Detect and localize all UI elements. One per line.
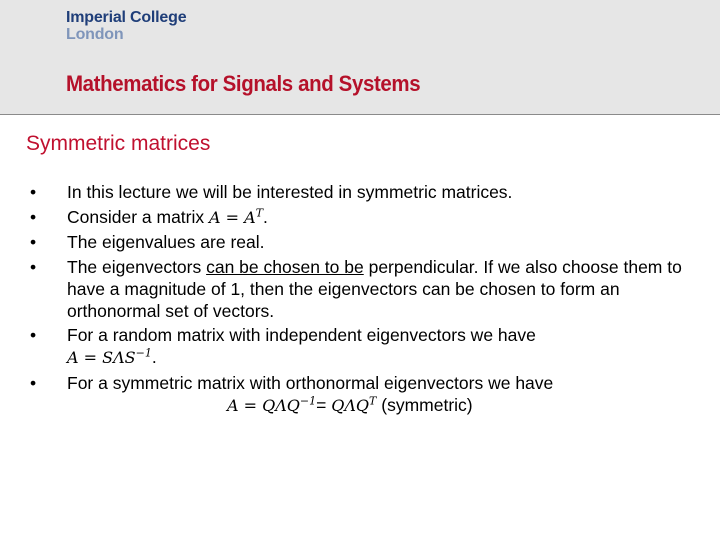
bullet-item bbox=[30, 372, 710, 417]
math-superscript: T bbox=[255, 206, 264, 220]
math-expression bbox=[67, 348, 152, 367]
bullet-text: For a random matrix with independent eigenvectors we have bbox=[67, 325, 536, 345]
math-text: QΛQ bbox=[331, 395, 370, 415]
math-expression bbox=[227, 396, 316, 415]
imperial-college-logo bbox=[66, 9, 186, 43]
bullet-item bbox=[30, 206, 710, 229]
math-expression bbox=[209, 208, 263, 227]
math-expression bbox=[331, 396, 376, 415]
bullet-text: For a symmetric matrix with orthonormal eigenvectors we have bbox=[67, 372, 554, 393]
bullet-text-end: . bbox=[151, 347, 157, 367]
slide-title: Symmetric matrices bbox=[26, 132, 211, 155]
underlined-phrase: can be chosen to be bbox=[206, 256, 364, 277]
bullet-text: The eigenvalues are real. bbox=[67, 232, 265, 252]
bullet-item bbox=[30, 256, 710, 322]
bullet-text: The eigenvectors bbox=[67, 256, 207, 277]
math-text: A = QΛQ bbox=[227, 395, 300, 415]
bullet-text: Consider a matrix bbox=[67, 206, 209, 227]
math-superscript: −1 bbox=[135, 346, 152, 360]
bullet-item bbox=[30, 181, 710, 203]
course-title: Mathematics for Signals and Systems bbox=[66, 71, 421, 96]
math-text: A = A bbox=[209, 207, 256, 227]
bullet-text-rest: perpendicular. If we also choose them to have a magnitude of 1, then the eigenvectors can be chosen to form an orthonormal set of vectors. bbox=[67, 256, 682, 321]
bullet-item bbox=[30, 231, 710, 253]
logo-line-2: London bbox=[66, 26, 124, 43]
bullet-text: In this lecture we will be interested in symmetric matrices. bbox=[67, 182, 513, 202]
centered-equation bbox=[67, 394, 710, 417]
bullet-list bbox=[30, 181, 710, 419]
equation-note: (symmetric) bbox=[376, 394, 473, 415]
slide-header bbox=[0, 0, 720, 115]
logo-line-1: Imperial College bbox=[66, 9, 187, 26]
bullet-item bbox=[30, 324, 710, 369]
bullet-text-end: . bbox=[263, 206, 268, 227]
equals-sign: = bbox=[316, 394, 332, 415]
math-superscript: T bbox=[369, 394, 377, 408]
math-superscript: −1 bbox=[299, 394, 317, 408]
math-text: A = SΛS bbox=[67, 348, 136, 367]
